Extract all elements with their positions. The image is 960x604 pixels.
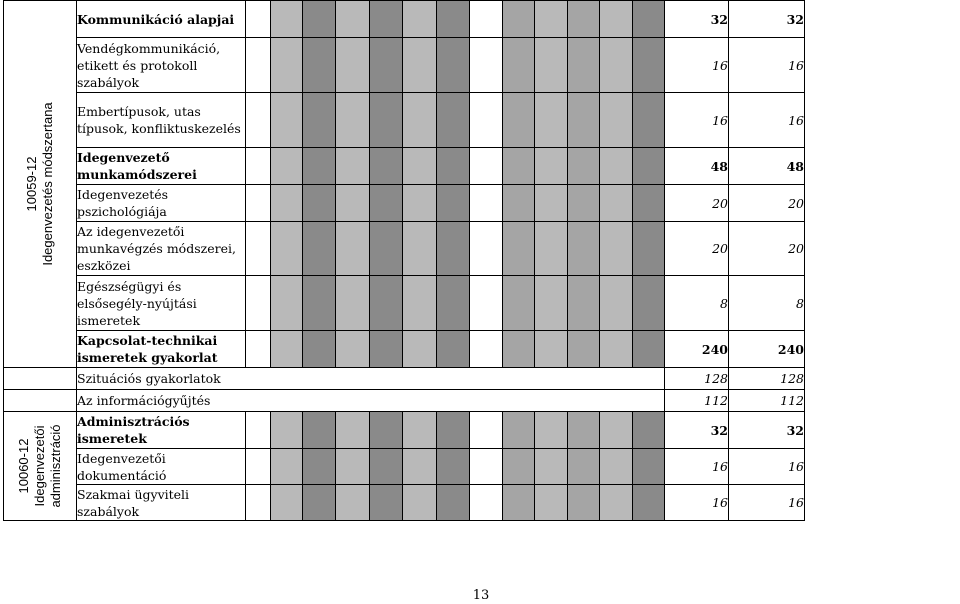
hours-value: 8 (665, 276, 729, 331)
hours-total: 240 (729, 331, 805, 368)
table-row (4, 38, 805, 93)
hours-value: 16 (665, 93, 729, 148)
table-row (4, 185, 805, 222)
module-code: 10059-12 (24, 156, 39, 212)
hours-total: 20 (729, 185, 805, 222)
table-row (4, 1, 805, 38)
hours-total: 48 (729, 148, 805, 185)
page-number: 13 (472, 588, 490, 603)
hours-value: 240 (665, 331, 729, 368)
hours-total: 112 (729, 390, 805, 412)
row-label: Egészségügyi és elsősegély-nyújtási ismeretek (77, 276, 246, 331)
row-label: Idegenvezetői dokumentáció (77, 449, 246, 485)
table-row (4, 412, 805, 449)
hours-total: 32 (729, 412, 805, 449)
hours-value: 16 (665, 38, 729, 93)
module-label (16, 424, 64, 507)
row-label: Vendégkommunikáció, etikett és protokoll szabályok (77, 38, 246, 93)
hours-value: 48 (665, 148, 729, 185)
table-row (4, 331, 805, 368)
hours-total: 20 (729, 222, 805, 276)
module-cell-10059 (4, 1, 77, 368)
table-row (4, 148, 805, 185)
row-label: Idegenvezetés pszichológiája (77, 185, 246, 222)
row-label: Szakmai ügyviteli szabályok (77, 485, 246, 521)
hours-total: 16 (729, 449, 805, 485)
row-label: Szituációs gyakorlatok (77, 368, 665, 390)
hours-total: 16 (729, 93, 805, 148)
row-label: Idegenvezető munkamódszerei (77, 148, 246, 185)
module-label (24, 102, 56, 265)
hours-total: 8 (729, 276, 805, 331)
table-row (4, 449, 805, 485)
hours-value: 16 (665, 449, 729, 485)
hours-value: 128 (665, 368, 729, 390)
hours-value: 112 (665, 390, 729, 412)
module-name: Idegenvezetés módszertana (40, 102, 55, 266)
curriculum-table (3, 0, 805, 521)
hours-value: 20 (665, 222, 729, 276)
row-label: Kapcsolat-technikai ismeretek gyakorlat (77, 331, 246, 368)
row-label: Az idegenvezetői munkavégzés módszerei, eszközei (77, 222, 246, 276)
module-cell-10060 (4, 412, 77, 521)
table-row (4, 368, 805, 390)
hours-value: 32 (665, 1, 729, 38)
table-row (4, 390, 805, 412)
module-code: 10060-12 (16, 438, 31, 494)
row-label: Embertípusok, utas típusok, konfliktuskezelés (77, 93, 246, 148)
hours-value: 20 (665, 185, 729, 222)
table-row (4, 222, 805, 276)
hours-total: 16 (729, 38, 805, 93)
hours-total: 32 (729, 1, 805, 38)
row-label: Kommunikáció alapjai (77, 1, 246, 38)
module-name: Idegenvezetői (32, 425, 47, 507)
hours-value: 16 (665, 485, 729, 521)
row-label: Az információgyűjtés (77, 390, 665, 412)
module-name: adminisztráció (48, 424, 63, 508)
hours-total: 128 (729, 368, 805, 390)
table-row (4, 485, 805, 521)
row-label: Adminisztrációs ismeretek (77, 412, 246, 449)
table-row (4, 276, 805, 331)
hours-value: 32 (665, 412, 729, 449)
table-row (4, 93, 805, 148)
hours-total: 16 (729, 485, 805, 521)
